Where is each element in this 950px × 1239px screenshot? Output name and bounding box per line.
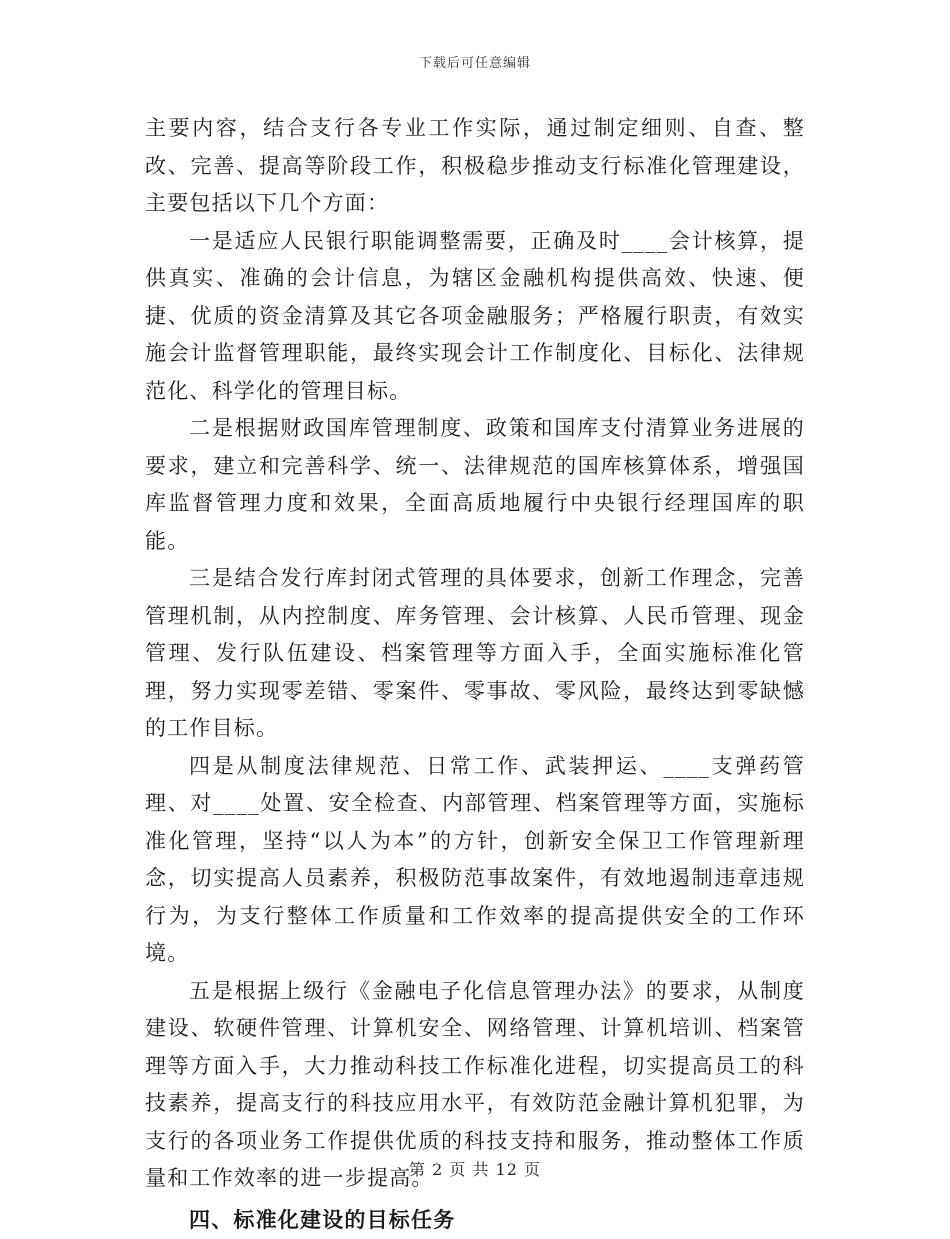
- paragraph-technology: 五是根据上级行《金融电子化信息管理办法》的要求，从制度建设、软硬件管理、计算机安全、网络管理、计算机培训、档案管理等方面入手，大力推动科技工作标准化进程，切实提高员工的科技素养，提高支行的科技应用水平，有效防范金融计算机犯罪，为支行的各项业务工作提供优质的科技支持和服务，推动整体工作质量和工作效率的进一步提高。: [145, 973, 805, 1198]
- paragraph-treasury: 二是根据财政国库管理制度、政策和国库支付清算业务进展的要求，建立和完善科学、统一、法律规范的国库核算体系，增强国库监督管理力度和效果，全面高质地履行中央银行经理国库的职能。: [145, 410, 805, 560]
- section-heading: 四、标准化建设的目标任务: [145, 1202, 805, 1239]
- paragraph-issuance-vault: 三是结合发行库封闭式管理的具体要求，创新工作理念，完善管理机制，从内控制度、库务管理、会计核算、人民币管理、现金管理、发行队伍建设、档案管理等方面入手，全面实施标准化管理，努力实现零差错、零案件、零事故、零风险，最终达到零缺憾的工作目标。: [145, 560, 805, 748]
- paragraph-accounting: 一是适应人民银行职能调整需要，正确及时____会计核算，提供真实、准确的会计信息，为辖区金融机构提供高效、快速、便捷、优质的资金清算及其它各项金融服务；严格履行职责，有效实施会计监督管理职能，最终实现会计工作制度化、目标化、法律规范化、科学化的管理目标。: [145, 223, 805, 411]
- page-header: 下载后可任意编辑: [0, 52, 950, 71]
- paragraph-intro: 主要内容，结合支行各专业工作实际，通过制定细则、自查、整改、完善、提高等阶段工作，积极稳步推动支行标准化管理建设，主要包括以下几个方面：: [145, 110, 805, 223]
- paragraph-security: 四是从制度法律规范、日常工作、武装押运、____支弹药管理、对____处置、安全检查、内部管理、档案管理等方面，实施标准化管理，坚持“以人为本”的方针，创新安全保卫工作管理新理念，切实提高人员素养，积极防范事故案件，有效地遏制违章违规行为，为支行整体工作质量和工作效率的提高提供安全的工作环境。: [145, 748, 805, 973]
- page-footer: 第 2 页 共 12 页: [0, 1157, 950, 1180]
- document-body: [145, 110, 805, 1239]
